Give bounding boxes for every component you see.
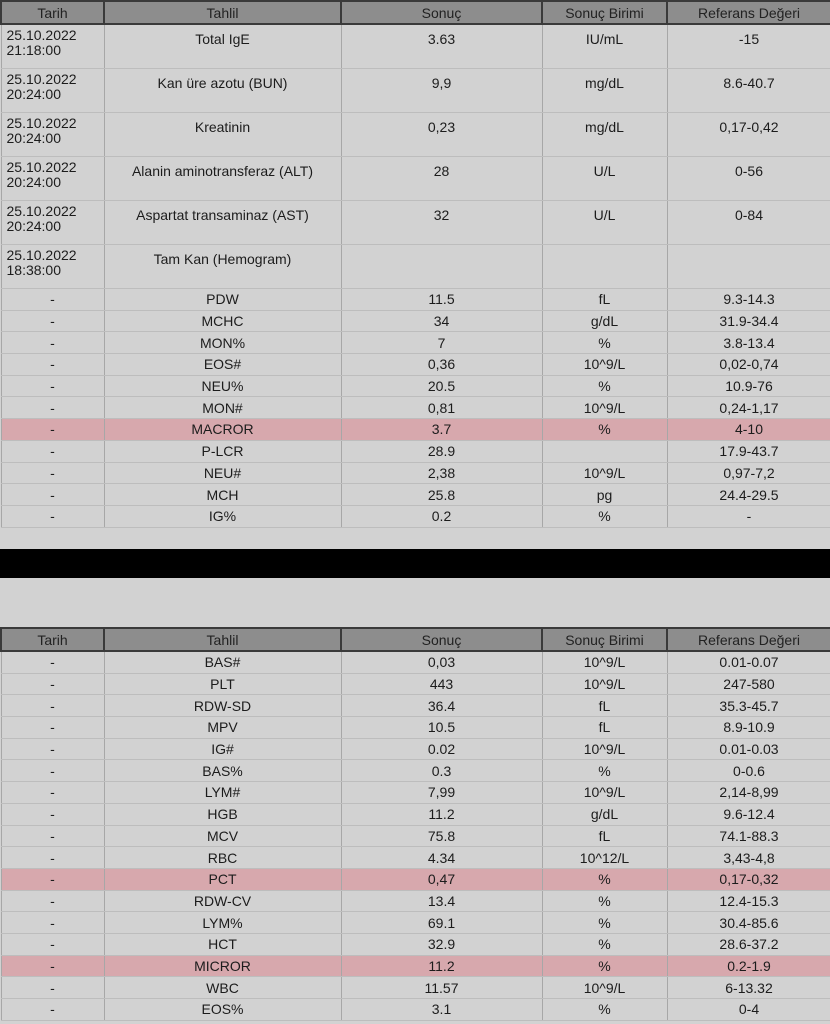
- unit-cell: %: [542, 505, 667, 527]
- test-name-cell: Alanin aminotransferaz (ALT): [104, 157, 341, 201]
- table-row: [1, 847, 830, 869]
- unit-cell: mg/dL: [542, 69, 667, 113]
- unit-cell: U/L: [542, 201, 667, 245]
- test-name-cell: MCV: [104, 825, 341, 847]
- unit-cell: pg: [542, 484, 667, 506]
- test-name-cell: PCT: [104, 868, 341, 890]
- reference-cell: 35.3-45.7: [667, 695, 830, 717]
- table-row: [1, 397, 830, 419]
- header-reference: Referans Değeri: [667, 628, 830, 651]
- table-row: [1, 24, 830, 69]
- reference-cell: 0-84: [667, 201, 830, 245]
- test-name-cell: MACROR: [104, 419, 341, 441]
- result-cell: 34: [341, 310, 542, 332]
- header-test: Tahlil: [104, 1, 341, 24]
- header-reference: Referans Değeri: [667, 1, 830, 24]
- unit-cell: 10^9/L: [542, 673, 667, 695]
- date-value: 25.10.2022: [6, 203, 77, 219]
- unit-cell: fL: [542, 289, 667, 311]
- reference-cell: 3.8-13.4: [667, 332, 830, 354]
- date-cell: [1, 201, 104, 245]
- test-name-cell: HCT: [104, 933, 341, 955]
- result-cell: 0,23: [341, 113, 542, 157]
- table-row: [1, 933, 830, 955]
- table-row: [1, 484, 830, 506]
- reference-cell: [667, 245, 830, 289]
- result-cell: 69.1: [341, 912, 542, 934]
- date-cell: -: [1, 977, 104, 999]
- date-value: 25.10.2022: [6, 71, 77, 87]
- date-cell: -: [1, 738, 104, 760]
- reference-cell: 0,17-0,42: [667, 113, 830, 157]
- date-cell: -: [1, 717, 104, 739]
- reference-cell: 0.2-1.9: [667, 955, 830, 977]
- date-cell: [1, 157, 104, 201]
- unit-cell: %: [542, 890, 667, 912]
- result-cell: 32.9: [341, 933, 542, 955]
- table-row: [1, 69, 830, 113]
- reference-cell: 0-56: [667, 157, 830, 201]
- unit-cell: %: [542, 419, 667, 441]
- test-name-cell: IG#: [104, 738, 341, 760]
- table-body-top: [1, 24, 830, 527]
- date-cell: -: [1, 673, 104, 695]
- unit-cell: fL: [542, 695, 667, 717]
- table-row: [1, 419, 830, 441]
- date-cell: -: [1, 440, 104, 462]
- date-cell: [1, 113, 104, 157]
- table-row: [1, 868, 830, 890]
- result-cell: 10.5: [341, 717, 542, 739]
- date-cell: -: [1, 933, 104, 955]
- test-name-cell: BAS%: [104, 760, 341, 782]
- result-cell: 75.8: [341, 825, 542, 847]
- unit-cell: IU/mL: [542, 24, 667, 69]
- reference-cell: -15: [667, 24, 830, 69]
- result-cell: 4.34: [341, 847, 542, 869]
- result-cell: 11.5: [341, 289, 542, 311]
- date-cell: -: [1, 782, 104, 804]
- table-row: [1, 289, 830, 311]
- unit-cell: 10^9/L: [542, 651, 667, 673]
- test-name-cell: MON#: [104, 397, 341, 419]
- result-cell: 7,99: [341, 782, 542, 804]
- reference-cell: 9.3-14.3: [667, 289, 830, 311]
- table-row: [1, 332, 830, 354]
- result-cell: 3.7: [341, 419, 542, 441]
- table-row: [1, 803, 830, 825]
- table-header-row: [1, 1, 830, 24]
- header-unit: Sonuç Birimi: [542, 628, 667, 651]
- table-row: [1, 825, 830, 847]
- header-test: Tahlil: [104, 628, 341, 651]
- test-name-cell: MICROR: [104, 955, 341, 977]
- reference-cell: 6-13.32: [667, 977, 830, 999]
- unit-cell: g/dL: [542, 310, 667, 332]
- date-cell: -: [1, 695, 104, 717]
- time-value: 20:24:00: [6, 174, 61, 190]
- unit-cell: 10^9/L: [542, 977, 667, 999]
- test-name-cell: PDW: [104, 289, 341, 311]
- result-cell: 443: [341, 673, 542, 695]
- test-name-cell: Kan üre azotu (BUN): [104, 69, 341, 113]
- result-cell: 28.9: [341, 440, 542, 462]
- date-cell: -: [1, 955, 104, 977]
- reference-cell: 74.1-88.3: [667, 825, 830, 847]
- table-row: [1, 999, 830, 1021]
- date-cell: -: [1, 847, 104, 869]
- unit-cell: %: [542, 332, 667, 354]
- result-cell: 28: [341, 157, 542, 201]
- test-name-cell: IG%: [104, 505, 341, 527]
- test-name-cell: RDW-SD: [104, 695, 341, 717]
- unit-cell: mg/dL: [542, 113, 667, 157]
- unit-cell: %: [542, 999, 667, 1021]
- reference-cell: 0,02-0,74: [667, 354, 830, 376]
- unit-cell: %: [542, 375, 667, 397]
- date-cell: -: [1, 354, 104, 376]
- result-cell: 3.63: [341, 24, 542, 69]
- result-cell: 0,81: [341, 397, 542, 419]
- reference-cell: 2,14-8,99: [667, 782, 830, 804]
- test-name-cell: MON%: [104, 332, 341, 354]
- test-name-cell: BAS#: [104, 651, 341, 673]
- table-row: [1, 310, 830, 332]
- unit-cell: %: [542, 912, 667, 934]
- reference-cell: 24.4-29.5: [667, 484, 830, 506]
- unit-cell: [542, 440, 667, 462]
- date-cell: -: [1, 484, 104, 506]
- test-name-cell: Tam Kan (Hemogram): [104, 245, 341, 289]
- result-cell: 36.4: [341, 695, 542, 717]
- table-row: [1, 782, 830, 804]
- reference-cell: 0,17-0,32: [667, 868, 830, 890]
- unit-cell: 10^9/L: [542, 354, 667, 376]
- reference-cell: 17.9-43.7: [667, 440, 830, 462]
- table-header-row: [1, 628, 830, 651]
- date-cell: -: [1, 868, 104, 890]
- result-cell: 9,9: [341, 69, 542, 113]
- result-cell: 20.5: [341, 375, 542, 397]
- table-row: [1, 955, 830, 977]
- date-cell: -: [1, 803, 104, 825]
- unit-cell: %: [542, 933, 667, 955]
- unit-cell: 10^9/L: [542, 782, 667, 804]
- result-cell: [341, 245, 542, 289]
- unit-cell: %: [542, 868, 667, 890]
- time-value: 20:24:00: [6, 218, 61, 234]
- test-name-cell: RDW-CV: [104, 890, 341, 912]
- unit-cell: 10^9/L: [542, 738, 667, 760]
- unit-cell: g/dL: [542, 803, 667, 825]
- table-row: [1, 977, 830, 999]
- reference-cell: 4-10: [667, 419, 830, 441]
- unit-cell: 10^9/L: [542, 397, 667, 419]
- table-row: [1, 760, 830, 782]
- header-unit: Sonuç Birimi: [542, 1, 667, 24]
- date-cell: -: [1, 912, 104, 934]
- table-row: [1, 912, 830, 934]
- reference-cell: 0,24-1,17: [667, 397, 830, 419]
- table-row: [1, 651, 830, 673]
- reference-cell: 8.6-40.7: [667, 69, 830, 113]
- result-cell: 13.4: [341, 890, 542, 912]
- table-row: [1, 717, 830, 739]
- header-date: Tarih: [1, 1, 104, 24]
- result-cell: 0.02: [341, 738, 542, 760]
- unit-cell: 10^12/L: [542, 847, 667, 869]
- unit-cell: %: [542, 955, 667, 977]
- date-cell: -: [1, 760, 104, 782]
- reference-cell: 31.9-34.4: [667, 310, 830, 332]
- reference-cell: 0-4: [667, 999, 830, 1021]
- test-name-cell: LYM%: [104, 912, 341, 934]
- header-result: Sonuç: [341, 628, 542, 651]
- unit-cell: U/L: [542, 157, 667, 201]
- reference-cell: 30.4-85.6: [667, 912, 830, 934]
- table-row: [1, 354, 830, 376]
- result-cell: 0,36: [341, 354, 542, 376]
- test-name-cell: WBC: [104, 977, 341, 999]
- reference-cell: 0,97-7,2: [667, 462, 830, 484]
- lab-results-table-continued: [0, 627, 830, 1021]
- reference-cell: 8.9-10.9: [667, 717, 830, 739]
- date-cell: -: [1, 890, 104, 912]
- date-cell: -: [1, 505, 104, 527]
- test-name-cell: RBC: [104, 847, 341, 869]
- result-cell: 2,38: [341, 462, 542, 484]
- date-cell: -: [1, 397, 104, 419]
- date-cell: [1, 245, 104, 289]
- result-cell: 3.1: [341, 999, 542, 1021]
- date-cell: -: [1, 825, 104, 847]
- test-name-cell: Kreatinin: [104, 113, 341, 157]
- date-cell: -: [1, 289, 104, 311]
- result-cell: 0.3: [341, 760, 542, 782]
- date-cell: -: [1, 462, 104, 484]
- table-row: [1, 440, 830, 462]
- section-divider: [0, 549, 830, 578]
- test-name-cell: HGB: [104, 803, 341, 825]
- date-cell: -: [1, 999, 104, 1021]
- unit-cell: %: [542, 760, 667, 782]
- test-name-cell: MCH: [104, 484, 341, 506]
- test-name-cell: LYM#: [104, 782, 341, 804]
- reference-cell: 12.4-15.3: [667, 890, 830, 912]
- result-cell: 11.2: [341, 803, 542, 825]
- header-date: Tarih: [1, 628, 104, 651]
- result-cell: 11.2: [341, 955, 542, 977]
- reference-cell: -: [667, 505, 830, 527]
- date-cell: [1, 69, 104, 113]
- reference-cell: 0.01-0.03: [667, 738, 830, 760]
- date-cell: -: [1, 419, 104, 441]
- date-cell: [1, 24, 104, 69]
- table-row: [1, 738, 830, 760]
- date-cell: -: [1, 310, 104, 332]
- results-table-bottom: [0, 627, 830, 1021]
- table-row: [1, 673, 830, 695]
- test-name-cell: Aspartat transaminaz (AST): [104, 201, 341, 245]
- time-value: 21:18:00: [6, 42, 61, 58]
- table-row: [1, 505, 830, 527]
- unit-cell: fL: [542, 825, 667, 847]
- reference-cell: 9.6-12.4: [667, 803, 830, 825]
- reference-cell: 10.9-76: [667, 375, 830, 397]
- table-row: [1, 890, 830, 912]
- test-name-cell: MCHC: [104, 310, 341, 332]
- date-value: 25.10.2022: [6, 247, 77, 263]
- date-value: 25.10.2022: [6, 159, 77, 175]
- date-value: 25.10.2022: [6, 27, 77, 43]
- test-name-cell: EOS%: [104, 999, 341, 1021]
- unit-cell: 10^9/L: [542, 462, 667, 484]
- time-value: 20:24:00: [6, 86, 61, 102]
- reference-cell: 0-0.6: [667, 760, 830, 782]
- table-row: [1, 462, 830, 484]
- result-cell: 32: [341, 201, 542, 245]
- date-cell: -: [1, 375, 104, 397]
- result-cell: 0.2: [341, 505, 542, 527]
- table-row: [1, 245, 830, 289]
- header-result: Sonuç: [341, 1, 542, 24]
- test-name-cell: NEU#: [104, 462, 341, 484]
- result-cell: 0,03: [341, 651, 542, 673]
- table-row: [1, 201, 830, 245]
- date-cell: -: [1, 651, 104, 673]
- table-row: [1, 157, 830, 201]
- date-value: 25.10.2022: [6, 115, 77, 131]
- result-cell: 25.8: [341, 484, 542, 506]
- result-cell: 0,47: [341, 868, 542, 890]
- table-body-bottom: [1, 651, 830, 1020]
- result-cell: 7: [341, 332, 542, 354]
- unit-cell: fL: [542, 717, 667, 739]
- result-cell: 11.57: [341, 977, 542, 999]
- unit-cell: [542, 245, 667, 289]
- reference-cell: 28.6-37.2: [667, 933, 830, 955]
- time-value: 18:38:00: [6, 262, 61, 278]
- table-row: [1, 695, 830, 717]
- time-value: 20:24:00: [6, 130, 61, 146]
- date-cell: -: [1, 332, 104, 354]
- test-name-cell: MPV: [104, 717, 341, 739]
- reference-cell: 247-580: [667, 673, 830, 695]
- test-name-cell: P-LCR: [104, 440, 341, 462]
- test-name-cell: NEU%: [104, 375, 341, 397]
- reference-cell: 3,43-4,8: [667, 847, 830, 869]
- test-name-cell: EOS#: [104, 354, 341, 376]
- table-row: [1, 375, 830, 397]
- test-name-cell: Total IgE: [104, 24, 341, 69]
- reference-cell: 0.01-0.07: [667, 651, 830, 673]
- table-row: [1, 113, 830, 157]
- test-name-cell: PLT: [104, 673, 341, 695]
